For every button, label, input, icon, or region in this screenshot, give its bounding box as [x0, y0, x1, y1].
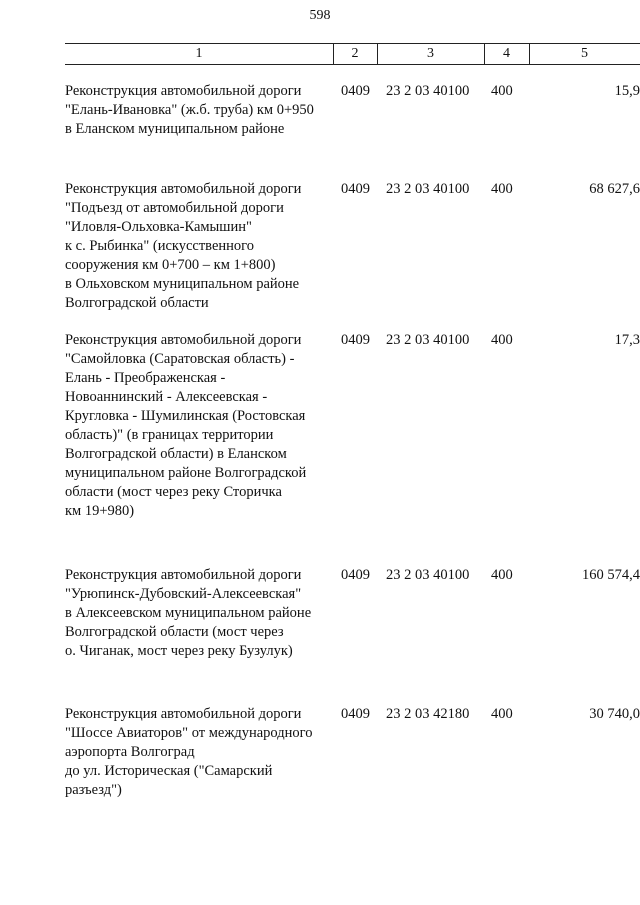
expense-type-code: 400: [491, 332, 513, 348]
description-line: Реконструкция автомобильной дороги: [65, 567, 302, 583]
table-header: [65, 43, 640, 65]
header-col-5: 5: [581, 46, 588, 61]
description-line: разъезд"): [65, 782, 122, 798]
description-line: к с. Рыбинка" (искусственного: [65, 238, 254, 254]
row-description: [65, 82, 333, 139]
header-col-2: 2: [333, 44, 378, 64]
section-code: 0409: [341, 83, 370, 99]
expense-type-code: 400: [491, 181, 513, 197]
expense-type-code: 400: [491, 706, 513, 722]
description-line: Елань - Преображенская -: [65, 370, 226, 386]
description-line: Волгоградской области) в Еланском: [65, 446, 287, 462]
description-line: аэропорта Волгоград: [65, 744, 195, 760]
header-col-1: 1: [65, 44, 334, 64]
description-line: Реконструкция автомобильной дороги: [65, 181, 302, 197]
description-line: в Алексеевском муниципальном районе: [65, 605, 312, 621]
row-description: [65, 705, 333, 800]
section-code: 0409: [341, 706, 370, 722]
amount: 68 627,6: [589, 181, 640, 197]
header-col-3: 3: [377, 44, 485, 64]
description-line: до ул. Историческая ("Самарский: [65, 763, 273, 779]
amount: 30 740,0: [589, 706, 640, 722]
description-line: км 19+980): [65, 503, 135, 519]
description-line: в Еланском муниципальном районе: [65, 121, 285, 137]
description-line: муниципальном районе Волгоградской: [65, 465, 307, 481]
description-line: Реконструкция автомобильной дороги: [65, 332, 302, 348]
article-code: 23 2 03 42180: [386, 706, 470, 722]
article-code: 23 2 03 40100: [386, 567, 470, 583]
description-line: Волгоградской области: [65, 295, 209, 311]
section-code: 0409: [341, 567, 370, 583]
header-col-4: 4: [484, 44, 530, 64]
description-line: "Шоссе Авиаторов" от международного: [65, 725, 313, 741]
description-line: Новоаннинский - Алексеевская -: [65, 389, 268, 405]
article-code: 23 2 03 40100: [386, 332, 470, 348]
description-line: "Елань-Ивановка" (ж.б. труба) км 0+950: [65, 102, 314, 118]
page-number: 598: [309, 8, 331, 23]
description-line: в Ольховском муниципальном районе: [65, 276, 300, 292]
description-line: Волгоградской области (мост через: [65, 624, 284, 640]
description-line: о. Чиганак, мост через реку Бузулук): [65, 643, 293, 659]
description-line: область)" (в границах территории: [65, 427, 274, 443]
description-line: области (мост через реку Сторичка: [65, 484, 282, 500]
article-code: 23 2 03 40100: [386, 181, 470, 197]
section-code: 0409: [341, 332, 370, 348]
row-description: [65, 331, 333, 521]
description-line: "Иловля-Ольховка-Камышин": [65, 219, 252, 235]
description-line: сооружения км 0+700 – км 1+800): [65, 257, 276, 273]
description-line: Реконструкция автомобильной дороги: [65, 83, 302, 99]
description-line: Кругловка - Шумилинская (Ростовская: [65, 408, 306, 424]
description-line: "Урюпинск-Дубовский-Алексеевская": [65, 586, 302, 602]
row-description: [65, 180, 333, 313]
amount: 15,9: [614, 83, 640, 99]
description-line: "Самойловка (Саратовская область) -: [65, 351, 295, 367]
expense-type-code: 400: [491, 83, 513, 99]
section-code: 0409: [341, 181, 370, 197]
description-line: "Подъезд от автомобильной дороги: [65, 200, 284, 216]
row-description: [65, 566, 333, 661]
description-line: Реконструкция автомобильной дороги: [65, 706, 302, 722]
expense-type-code: 400: [491, 567, 513, 583]
amount: 160 574,4: [582, 567, 640, 583]
amount: 17,3: [614, 332, 640, 348]
article-code: 23 2 03 40100: [386, 83, 470, 99]
